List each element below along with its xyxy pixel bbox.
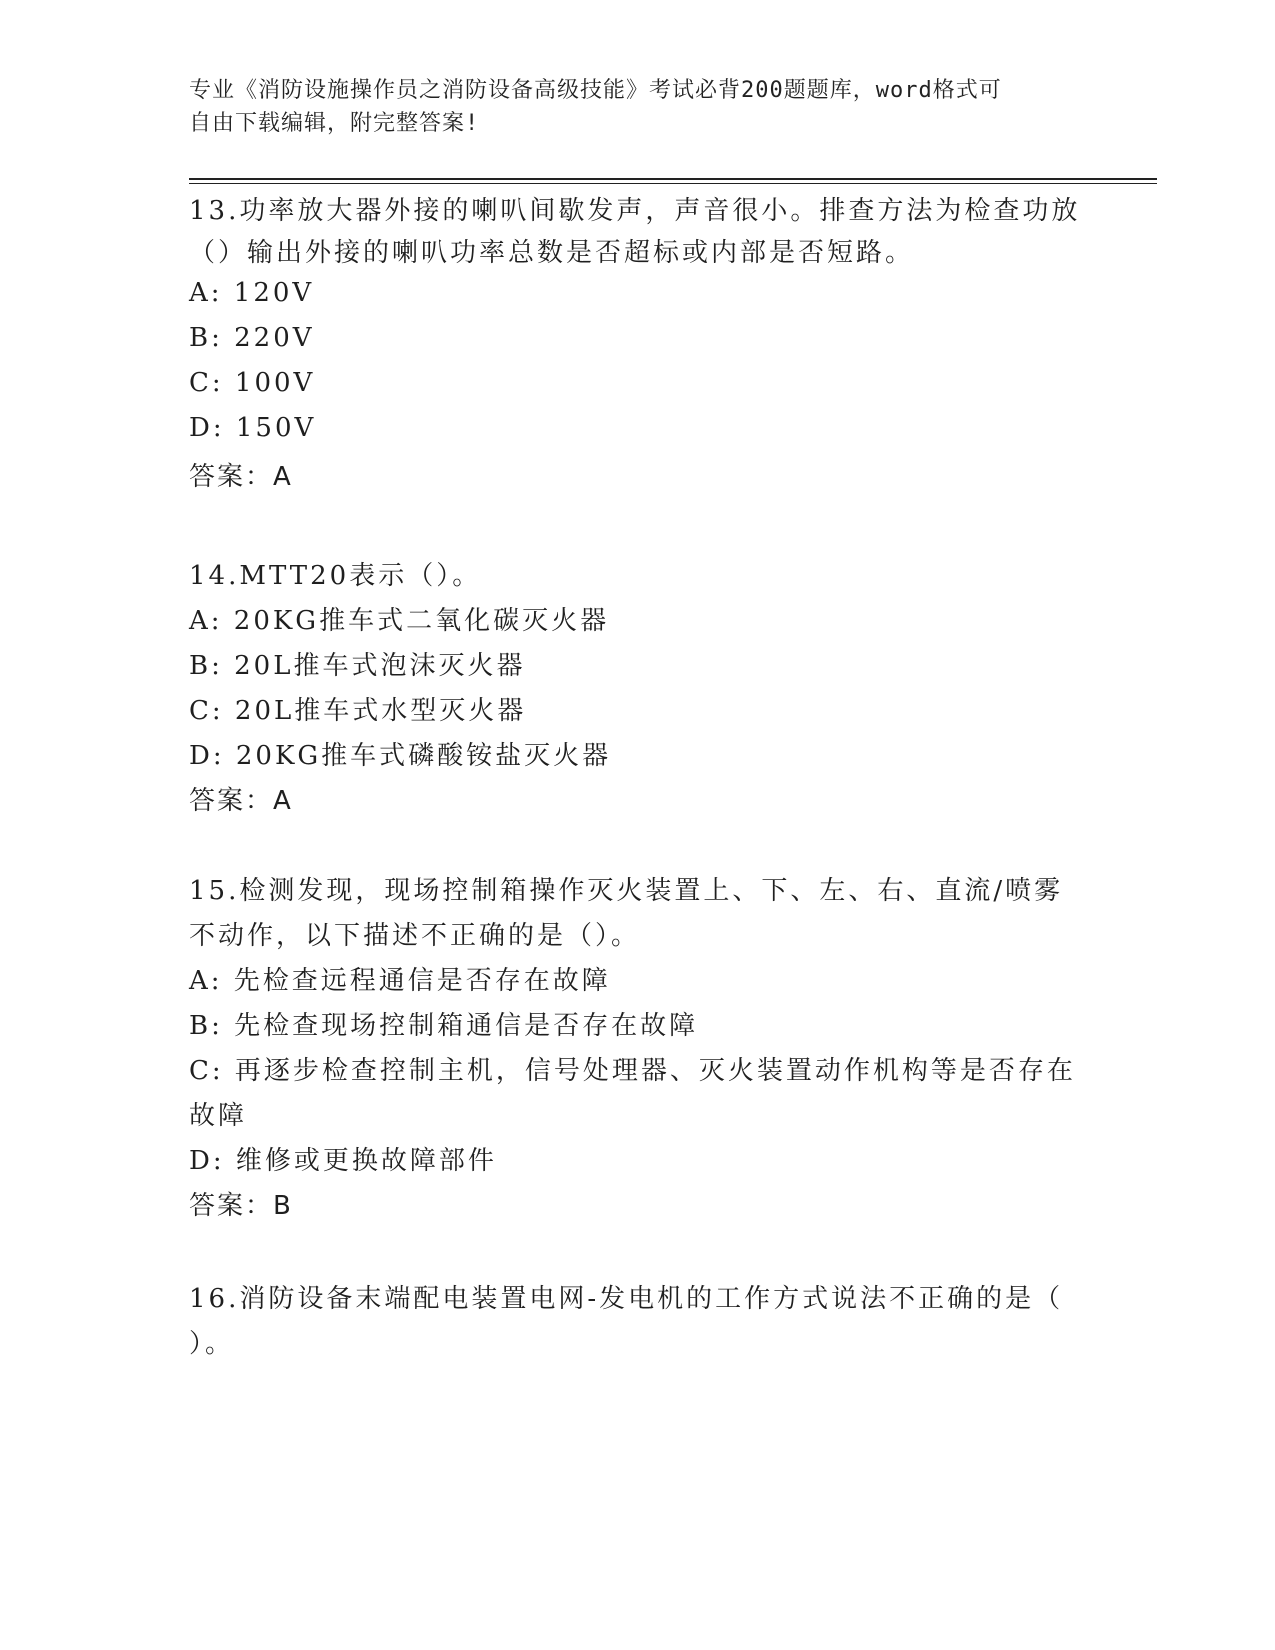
option-c: C: 再逐步检查控制主机，信号处理器、灭火装置动作机构等是否存在	[189, 1056, 1076, 1086]
answer: 答案：A	[189, 786, 293, 816]
option-a: A: 先检查远程通信是否存在故障	[189, 966, 611, 996]
option-d: D: 维修或更换故障部件	[189, 1146, 497, 1176]
question-stem-continued: ）。	[189, 1329, 235, 1359]
header-line-1: 专业《消防设施操作员之消防设备高级技能》考试必背200题题库，word格式可	[189, 78, 1002, 103]
option-b: B: 220V	[189, 323, 315, 353]
question-stem: 13.功率放大器外接的喇叭间歇发声，声音很小。排查方法为检查功放	[189, 196, 1081, 226]
option-c-continued: 故障	[189, 1101, 248, 1131]
header-line-2: 自由下载编辑，附完整答案!	[189, 111, 480, 136]
question-stem: 14.MTT20表示（）。	[189, 561, 482, 591]
answer: 答案：B	[189, 1191, 293, 1221]
option-b: B: 20L推车式泡沫灭火器	[189, 651, 526, 681]
document-header	[189, 74, 1069, 140]
option-c: C: 100V	[189, 368, 316, 398]
header-divider-thin	[189, 183, 1157, 184]
option-d: D: 20KG推车式磷酸铵盐灭火器	[189, 741, 612, 771]
option-a: A: 20KG推车式二氧化碳灭火器	[189, 606, 610, 636]
question-stem-continued: 不动作，以下描述不正确的是（）。	[189, 921, 641, 951]
option-c: C: 20L推车式水型灭火器	[189, 696, 527, 726]
question-stem-continued: （）输出外接的喇叭功率总数是否超标或内部是否短路。	[189, 238, 915, 268]
answer: 答案：A	[189, 462, 293, 492]
question-stem: 15.检测发现，现场控制箱操作灭火装置上、下、左、右、直流/喷雾	[189, 876, 1064, 906]
option-b: B: 先检查现场控制箱通信是否存在故障	[189, 1011, 699, 1041]
option-d: D: 150V	[189, 413, 317, 443]
question-stem: 16.消防设备末端配电装置电网-发电机的工作方式说法不正确的是（	[189, 1284, 1064, 1314]
option-a: A: 120V	[189, 278, 315, 308]
header-divider-thick	[189, 178, 1157, 180]
